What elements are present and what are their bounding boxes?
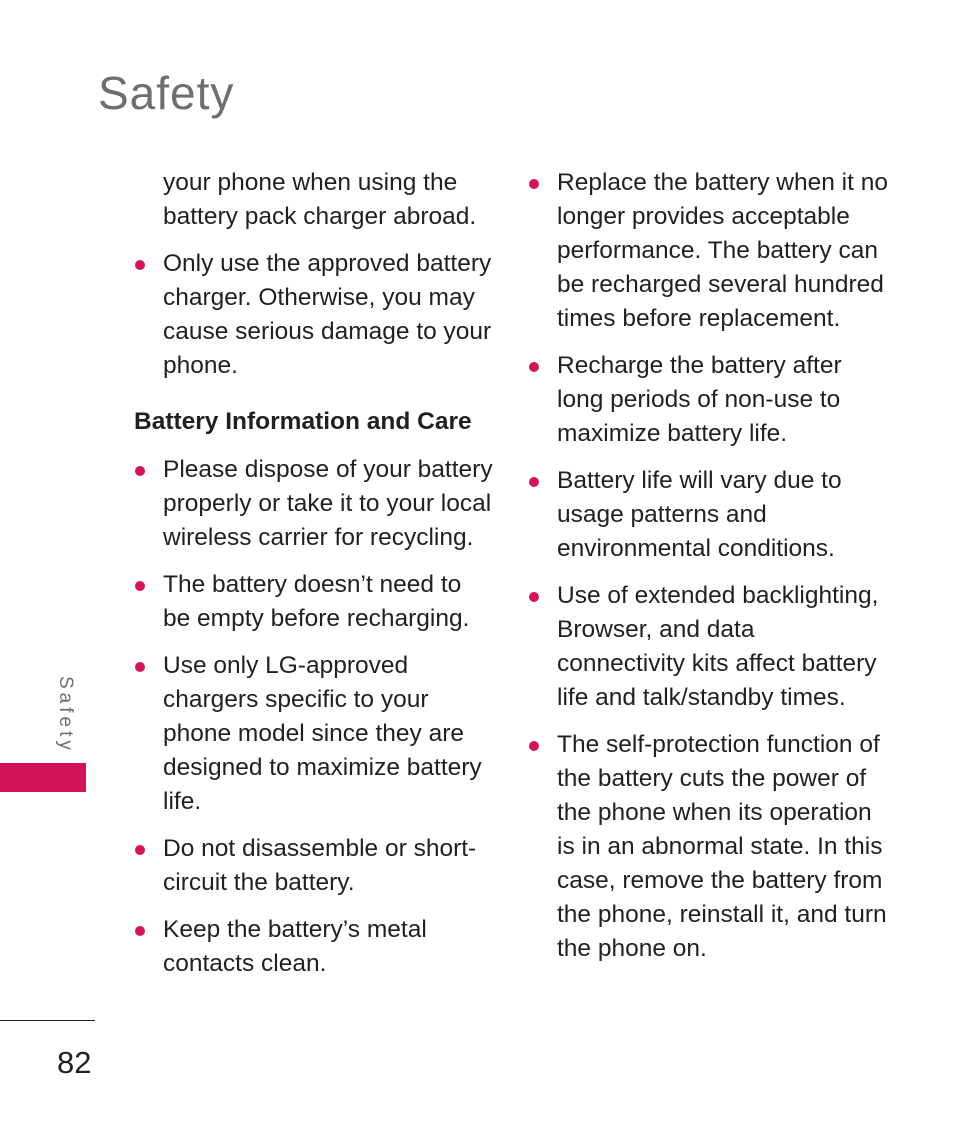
bullet-text: Recharge the battery after long periods of non-use to maximize battery life.: [557, 352, 842, 447]
bullet-item: [134, 453, 494, 555]
page-number: 82: [57, 1045, 92, 1080]
bullet-item: [134, 832, 494, 900]
bullet-icon: [529, 592, 539, 602]
bullet-text: Replace the battery when it no longer provides acceptable performance. The battery can be recharged several hundred times before replacement.: [557, 169, 888, 332]
bullet-text: Only use the approved battery charger. Otherwise, you may cause serious damage to your phone.: [163, 250, 492, 379]
bullet-text: Battery life will vary due to usage patterns and environmental conditions.: [557, 467, 842, 562]
bullet-text: Keep the battery’s metal contacts clean.: [163, 916, 427, 977]
bullet-icon: [135, 845, 145, 855]
bullet-icon: [135, 926, 145, 936]
bullet-item: [528, 579, 888, 715]
bullet-icon: [529, 362, 539, 372]
left-column: [134, 166, 494, 994]
footer-divider: [0, 1020, 95, 1021]
section-tab-marker: [0, 763, 86, 792]
bullet-item: [134, 247, 494, 383]
sidebar-section-label: Safety: [55, 676, 76, 754]
bullet-icon: [529, 477, 539, 487]
bullet-item: [528, 464, 888, 566]
bullet-item: [528, 349, 888, 451]
bullet-icon: [135, 662, 145, 672]
bullet-item: [528, 166, 888, 336]
bullet-text: Please dispose of your battery properly or take it to your local wireless carrier for recycling.: [163, 456, 493, 551]
bullet-text: Use of extended backlighting, Browser, and data connectivity kits affect battery life and talk/standby times.: [557, 582, 879, 711]
section-heading: Battery Information and Care: [134, 408, 472, 435]
bullet-icon: [135, 466, 145, 476]
bullet-icon: [135, 581, 145, 591]
bullet-text: The battery doesn’t need to be empty before recharging.: [163, 571, 470, 632]
bullet-text: Use only LG-approved chargers specific to your phone model since they are designed to maximize battery life.: [163, 652, 482, 815]
page-title: Safety: [98, 67, 235, 119]
continued-paragraph: your phone when using the battery pack charger abroad.: [163, 169, 477, 230]
bullet-icon: [529, 179, 539, 189]
bullet-item: [528, 728, 888, 966]
bullet-item: [134, 568, 494, 636]
right-column: [528, 166, 888, 979]
bullet-text: The self-protection function of the battery cuts the power of the phone when its operation is in an abnormal state. In this case, remove the battery from the phone, reinstall it, and turn the phone on.: [557, 731, 887, 962]
bullet-icon: [529, 741, 539, 751]
bullet-item: [134, 649, 494, 819]
bullet-icon: [135, 260, 145, 270]
bullet-text: Do not disassemble or short-circuit the battery.: [163, 835, 477, 896]
bullet-item: [134, 913, 494, 981]
